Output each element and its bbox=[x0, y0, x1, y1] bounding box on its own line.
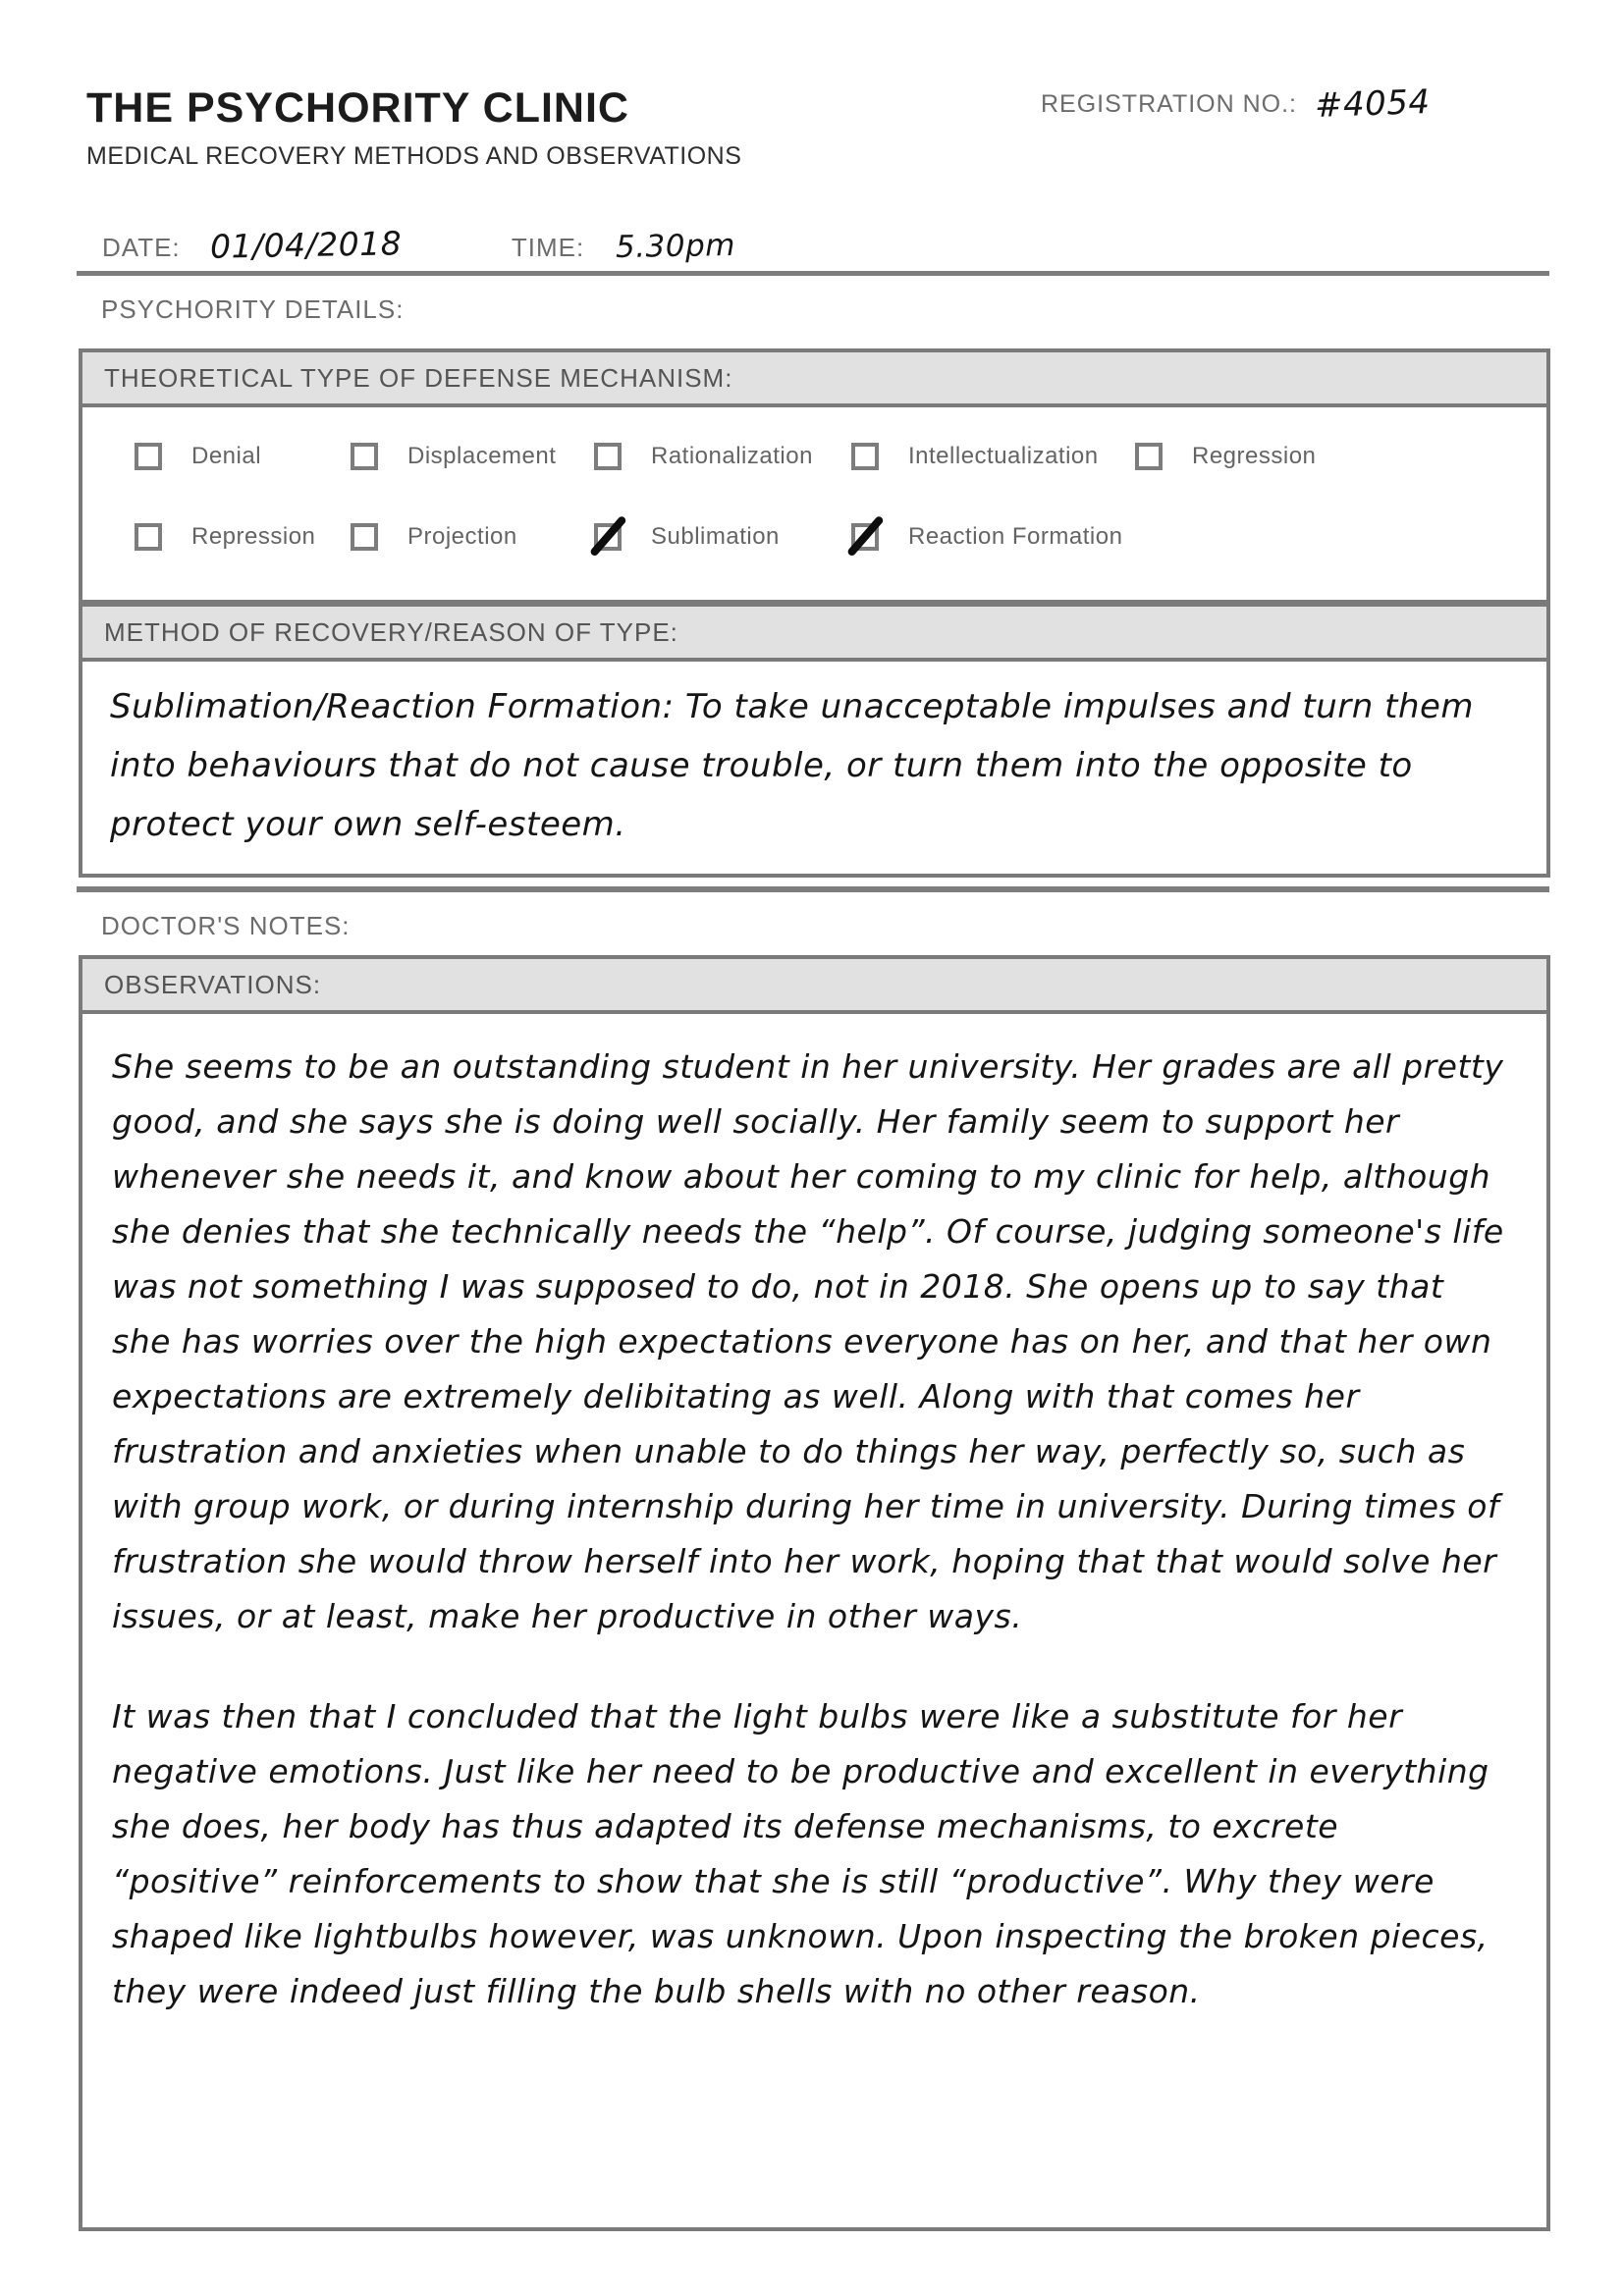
check-mark-icon bbox=[589, 515, 627, 558]
defense-mechanism-title: THEORETICAL TYPE OF DEFENSE MECHANISM: bbox=[82, 352, 1546, 407]
time-label: TIME: bbox=[511, 233, 585, 262]
defense-option-displacement[interactable] bbox=[351, 439, 556, 474]
form-subtitle: MEDICAL RECOVERY METHODS AND OBSERVATIONS bbox=[86, 142, 742, 170]
observations-title: OBSERVATIONS: bbox=[82, 959, 1546, 1014]
observations-body[interactable] bbox=[82, 1014, 1546, 2227]
defense-option-intellectualization[interactable] bbox=[851, 439, 1099, 474]
defense-option-label: Sublimation bbox=[651, 523, 780, 550]
defense-option-label: Denial bbox=[191, 443, 262, 469]
method-of-recovery-title: METHOD OF RECOVERY/REASON OF TYPE: bbox=[82, 607, 1546, 662]
method-of-recovery-section bbox=[79, 603, 1550, 878]
defense-option-regression[interactable] bbox=[1135, 439, 1316, 474]
doctors-notes-label: DOCTOR'S NOTES: bbox=[101, 911, 351, 940]
defense-option-label: Reaction Formation bbox=[908, 523, 1123, 550]
checkbox-icon[interactable] bbox=[351, 523, 378, 551]
header-divider bbox=[77, 271, 1549, 276]
clinic-name: THE PSYCHORITY CLINIC bbox=[86, 84, 629, 132]
defense-option-sublimation[interactable] bbox=[594, 519, 780, 555]
defense-option-label: Repression bbox=[191, 523, 316, 550]
defense-option-projection[interactable] bbox=[351, 519, 517, 555]
defense-option-label: Rationalization bbox=[651, 443, 813, 469]
section-divider bbox=[77, 886, 1549, 892]
defense-option-denial[interactable] bbox=[135, 439, 261, 474]
checkbox-icon[interactable] bbox=[1135, 443, 1163, 470]
clinic-header bbox=[86, 84, 741, 171]
visit-row bbox=[102, 226, 735, 264]
method-of-recovery-text[interactable]: Sublimation/Reaction Formation: To take unacceptable impulses and turn them into behaviours that do not cause trouble, or turn them into the opposite to protect your own self-esteem. bbox=[110, 687, 1475, 844]
psychority-details-label: PSYCHORITY DETAILS: bbox=[101, 294, 405, 324]
date-value[interactable]: 01/04/2018 bbox=[209, 224, 403, 266]
defense-option-label: Intellectualization bbox=[908, 443, 1099, 469]
time-value[interactable]: 5.30pm bbox=[615, 227, 736, 266]
observations-paragraph: It was then that I concluded that the light bulbs were like a substitute for her negative emotions. Just like her need to be productive and excellent in everything she does, her body has thus adapted its defense mechanisms, to excrete “positive” reinforcements to show that she is still “productive”. Why they were shaped like lightbulbs however, was unknown. Upon inspecting the broken pieces, they were indeed just filling the bulb shells with no other reason. bbox=[112, 1697, 1489, 2010]
defense-option-label: Projection bbox=[407, 523, 517, 550]
date-label: DATE: bbox=[102, 233, 181, 262]
checkbox-icon[interactable] bbox=[851, 443, 879, 470]
defense-option-label: Regression bbox=[1192, 443, 1317, 469]
registration-block bbox=[1041, 81, 1432, 127]
defense-option-reaction-formation[interactable] bbox=[851, 519, 1122, 555]
checkbox-icon[interactable] bbox=[135, 443, 162, 470]
defense-option-label: Displacement bbox=[407, 443, 557, 469]
checkbox-icon[interactable] bbox=[594, 443, 622, 470]
defense-option-repression[interactable] bbox=[135, 519, 315, 555]
defense-mechanism-section bbox=[79, 348, 1550, 604]
observations-paragraph: She seems to be an outstanding student in her university. Her grades are all pretty good, and she says she is doing well socially. Her family seem to support her whenever she needs it, and know about her coming to my clinic for help, although she denies that she technically needs the “help”. Of course, judging someone's life was not something I was supposed to do, not in 2018. She opens up to say that she has worries over the high expectations everyone has on her, and that her own expectations are extremely delibitating as well. Along with that comes her frustration and anxieties when unable to do things her way, perfectly so, such as with group work, or during internship during her time in university. During times of frustration she would throw herself into her work, hoping that that would solve her issues, or at least, make her productive in other ways. bbox=[112, 1047, 1504, 1635]
registration-number-value[interactable]: #4054 bbox=[1314, 81, 1432, 127]
defense-mechanism-options bbox=[82, 407, 1546, 600]
checkbox-icon[interactable] bbox=[135, 523, 162, 551]
checkbox-icon[interactable] bbox=[594, 523, 622, 551]
defense-option-rationalization[interactable] bbox=[594, 439, 813, 474]
registration-label: REGISTRATION NO.: bbox=[1041, 90, 1297, 118]
observations-section bbox=[79, 955, 1550, 2231]
checkbox-icon[interactable] bbox=[351, 443, 378, 470]
checkbox-icon[interactable] bbox=[851, 523, 879, 551]
check-mark-icon bbox=[846, 515, 885, 558]
